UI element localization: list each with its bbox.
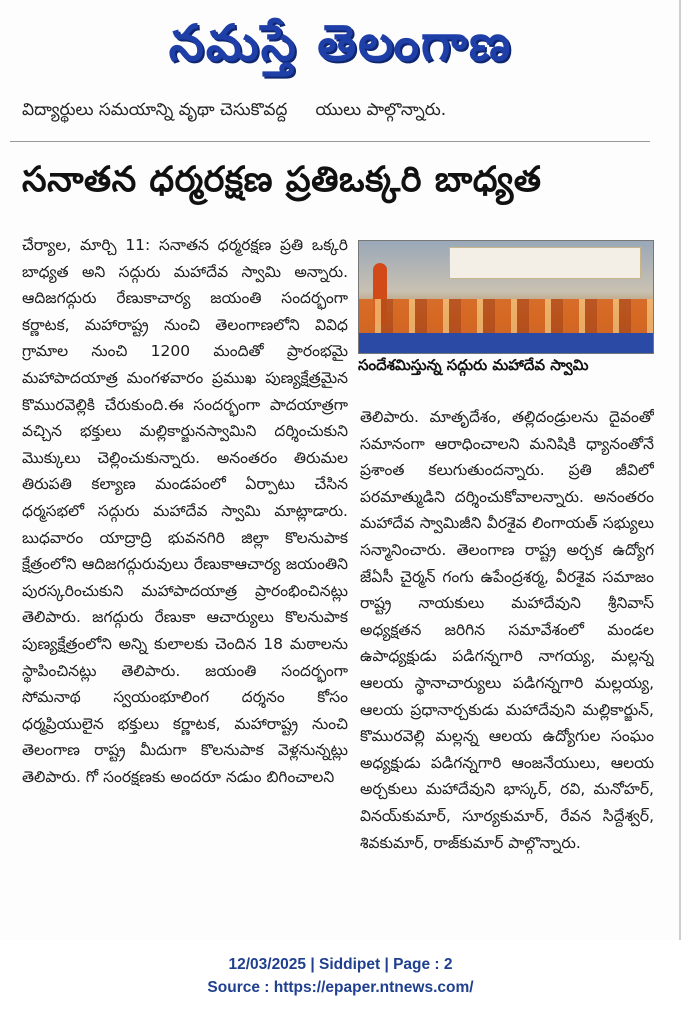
article-column-left bbox=[22, 232, 348, 932]
strap-right-text: యులు పాల్గొన్నారు. bbox=[315, 100, 447, 120]
article-paragraph-left: చేర్యాల, మార్చి 11: సనాతన ధర్మరక్షణ ప్రతి ఒక్కరి బాధ్యత అని సద్గురు మహాదేవ స్వామి అన్నారు. ఆదిజగద్గురు రేణుకాచార్య జయంతి సందర్భంగా కర్ణాటక, మహారాష్ట్ర నుంచి తెలంగాణలోని వివిధ గ్రామాల నుంచి 1200 మందితో ప్రారంభమై మహాపాదయాత్ర మంగళవారం ప్రముఖ పుణ్యక్షేత్రమైన కొమురవెల్లికి చేరుకుంది.ఈ సందర్భంగా పాదయాత్రగా వచ్చిన భక్తులు మల్లికార్జునస్వామిని దర్శించుకుని మొక్కులు చెల్లించుకున్నారు. అనంతరం తిరుమల తిరుపతి కల్యాణ మండపంలో ఏర్పాటు చేసిన ధర్మసభలో సద్గురు మహాదేవ స్వామి మాట్లాడారు. బుధవారం యాద్రాద్రి భువనగిరి జిల్లా కొలనుపాక క్షేత్రంలోని ఆదిజగద్గురువులు రేణుకాఆచార్య జయంతిని పురస్కరించుకుని మహాపాదయాత్ర ప్రారంభించినట్లు తెలిపారు. జగద్గురు రేణుకా ఆచార్యులు కొలనుపాక పుణ్యక్షేత్రంలోని అన్ని కులాలకు చెందిన 18 మఠాలను స్థాపించినట్లు తెలిపారు. జయంతి సందర్భంగా సోమనాథ స్వయంభూలింగ దర్శనం కోసం ధర్మప్రియులైన భక్తులు కర్ణాటక, మహారాష్ట్ర నుంచి తెలంగాణ రాష్ట్ర మీదుగా కొలనుపాక వెళ్లనున్నట్లు తెలిపారు. గో సంరక్షణకు అందరూ నడుం బిగించాలని bbox=[22, 236, 348, 786]
article-headline: సనాతన ధర్మరక్షణ ప్రతిఒక్కరి బాధ్యత bbox=[22, 160, 542, 200]
photo-caption: సందేశమిస్తున్న సద్గురు మహాదేవ స్వామి bbox=[358, 356, 589, 374]
photo-stage-table bbox=[359, 333, 653, 353]
footer-source-link[interactable]: Source : https://epaper.ntnews.com/ bbox=[207, 979, 474, 996]
photo-banner bbox=[449, 247, 641, 279]
footer-date-line: 12/03/2025 | Siddipet | Page : 2 bbox=[228, 956, 453, 973]
photo-audience bbox=[359, 299, 653, 333]
strap-line bbox=[22, 100, 662, 124]
masthead-logo: నమస్తే తెలంగాణ bbox=[168, 13, 513, 72]
article-photo bbox=[358, 240, 654, 354]
divider-top bbox=[10, 141, 650, 142]
masthead bbox=[0, 6, 681, 80]
article-paragraph-right: తెలిపారు. మాతృదేశం, తల్లిదండ్రులను దైవంతో సమానంగా ఆరాధించాలని మనిషికి ధ్యానంతోనే ప్రశాంత కలుగుతుందన్నారు. ప్రతి జీవిలో పరమాత్ముడిని దర్శించుకోవాలన్నారు. అనంతరం మహాదేవ స్వామిజీని వీరశైవ లింగాయత్ సభ్యులు సన్మానించారు. తెలంగాణ రాష్ట్ర అర్చక ఉద్యోగ జేఏసీ చైర్మన్ గంగు ఉపేంద్రశర్మ, వీరశైవ సమాజం రాష్ట్ర నాయకులు మహాదేవుని శ్రీనివాస్ అధ్యక్షతన జరిగిన సమావేశంలో మండల ఉపాధ్యక్షుడు పడిగన్నగారి నాగయ్య, మల్లన్న ఆలయ స్థానాచార్యులు పడిగన్నగారి మల్లయ్య, ఆలయ ప్రధానార్చకుడు మహాదేవుని మల్లికార్జున్, కొమురవెల్లి మల్లన్న ఆలయ ఉద్యోగుల సంఘం అధ్యక్షుడు పడిగన్నగారి ఆంజనేయులు, ఆలయ అర్చకులు మహాదేవుని భాస్కర్, రవి, మనోహర్, వినయ్‌కుమార్, సూర్యకుమార్, రేవన సిద్దేశ్వర్, శివకుమార్, రాజ్‌కుమార్ పాల్గొన్నారు. bbox=[360, 408, 654, 852]
article-column-right bbox=[360, 404, 654, 934]
strap-left-text: విద్యార్థులు సమయాన్ని వృథా చెసుకొవద్ద bbox=[22, 100, 288, 120]
